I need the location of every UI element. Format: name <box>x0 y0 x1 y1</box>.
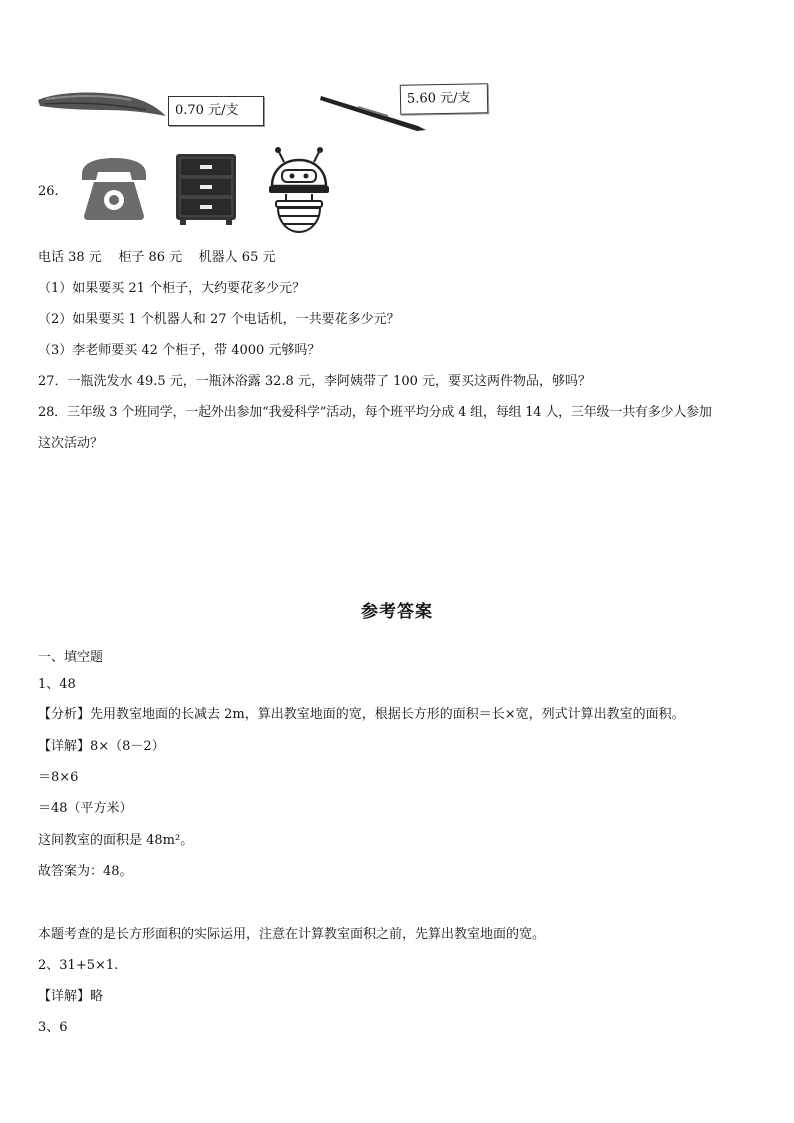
answers-title: 参考答案 <box>361 602 433 622</box>
answer-1-step2: ＝48（平方米） <box>38 801 133 816</box>
q26-sub1: （1）如果要买 21 个柜子，大约要花多少元？ <box>38 281 306 296</box>
answer-2: 2、31+5×1. <box>38 958 119 973</box>
answer-1-conclusion: 这间教室的面积是 48m²。 <box>38 833 194 848</box>
answer-2-detail: 【详解】略 <box>38 989 104 1004</box>
q28-line1: 28．三年级 3 个班同学，一起外出参加“我爱科学”活动，每个班平均分成 4 组，每组 14 人，三年级一共有多少人参加 <box>38 405 712 420</box>
answer-1-note: 本题考查的是长方形面积的实际运用，注意在计算教室面积之前，先算出教室地面的宽。 <box>38 927 546 942</box>
answer-1-detail: 【详解】8×（8－2） <box>38 739 165 754</box>
q26-sub2: （2）如果要买 1 个机器人和 27 个电话机，一共要花多少元？ <box>38 312 400 327</box>
q26-sub3: （3）李老师要买 42 个柜子，带 4000 元够吗？ <box>38 343 321 358</box>
q26-prices: 电话 38 元 柜子 86 元 机器人 65 元 <box>38 250 276 265</box>
telephone-icon <box>78 156 150 222</box>
brush-price-tag <box>168 96 264 126</box>
answer-1-final: 故答案为：48。 <box>38 864 133 879</box>
brush-image <box>36 86 168 122</box>
cabinet-icon <box>174 152 238 226</box>
q28-line2: 这次活动？ <box>38 436 104 451</box>
pen-price: 5.60 元/支 <box>406 90 471 107</box>
robot-icon <box>266 146 332 234</box>
brush-price: 0.70 元/支 <box>175 103 239 118</box>
answer-1-analysis: 【分析】先用教室地面的长减去 2m，算出教室地面的宽，根据长方形的面积＝长×宽，列式计算出教室的面积。 <box>38 707 685 722</box>
answers-section: 一、填空题 <box>38 650 104 665</box>
pen-price-tag <box>400 83 489 115</box>
q27-text: 27．一瓶洗发水 49.5 元，一瓶沐浴露 32.8 元，李阿姨带了 100 元，要买这两件物品，够吗？ <box>38 374 592 389</box>
q26-number: 26. <box>38 184 59 199</box>
answer-1-step1: ＝8×6 <box>38 770 79 785</box>
answer-1: 1、48 <box>38 677 76 692</box>
answer-3: 3、6 <box>38 1020 68 1035</box>
